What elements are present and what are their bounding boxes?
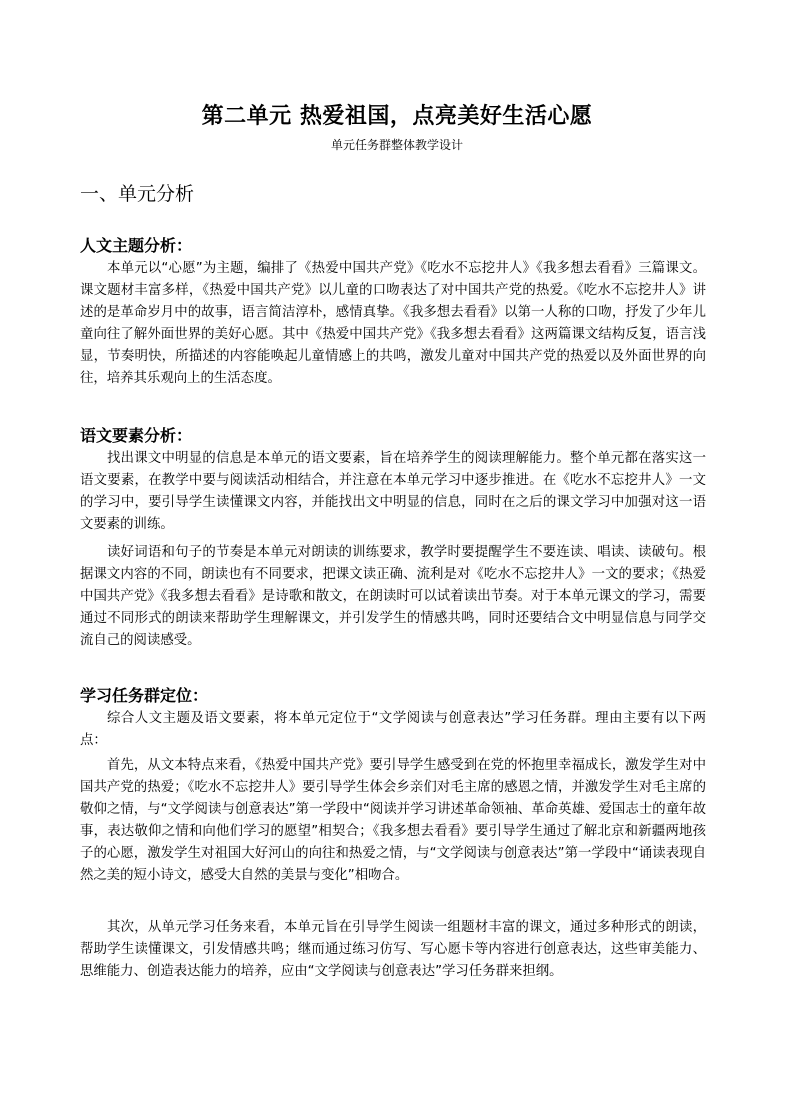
task-group-heading: 学习任务群定位： — [80, 686, 209, 705]
language-paragraph-1: 找出课文中明显的信息是本单元的语文要素，旨在培养学生的阅读理解能力。整个单元都在落实这一语文要素，在教学中要与阅读活动相结合，并注意在本单元学习中逐步推进。在《吃水不忘挖井人》一文的学习中，要引导学生读懂课文内容，并能找出文中明显的信息，同时在之后的课文学习中加强对这一语文要素的训练。 — [80, 451, 706, 533]
document-subtitle: 单元任务群整体教学设计 — [330, 138, 463, 152]
task-group-paragraph-3: 其次，从单元学习任务来看，本单元旨在引导学生阅读一组题材丰富的课文，通过多种形式的朗读，帮助学生读懂课文，引发情感共鸣；继而通过练习仿写、写心愿卡等内容进行创意表达，这些审美能力、思维能力、创造表达能力的培养，应由“文学阅读与创意表达”学习任务群来担纲。 — [80, 920, 706, 980]
task-group-paragraph-1: 综合人文主题及语文要素，将本单元定位于“文学阅读与创意表达”学习任务群。理由主要有以下两点： — [80, 711, 706, 749]
language-paragraph-2: 读好词语和句子的节奏是本单元对朗读的训练要求，教学时要提醒学生不要连读、唱读、读破句。根据课文内容的不同，朗读也有不同要求，把课文读正确、流利是对《吃水不忘挖井人》一文的要求；《热爱中国共产党》《我多想去看看》是诗歌和散文，在朗读时可以试着读出节奏。对于本单元课文的学习，需要通过不同形式的朗读来帮助学生理解课文，并引发学生的情感共鸣，同时还要结合文中明显信息与同学交流自己的阅读感受。 — [80, 545, 706, 649]
humanities-paragraph: 本单元以“心愿”为主题，编排了《热爱中国共产党》《吃水不忘挖井人》《我多想去看看》三篇课文。课文题材丰富多样，《热爱中国共产党》以儿童的口吻表达了对中国共产党的热爱。《吃水不忘挖井人》讲述的是革命岁月中的故事，语言简洁淳朴，感情真挚。《我多想去看看》以第一人称的口吻，抒发了少年儿童向往了解外面世界的美好心愿。其中《热爱中国共产党》《我多想去看看》这两篇课文结构反复，语言浅显，节奏明快，所描述的内容能唤起儿童情感上的共鸣，激发儿童对中国共产党的热爱以及外面世界的向往，培养其乐观向上的生活态度。 — [80, 261, 706, 387]
task-group-paragraph-2: 首先，从文本特点来看，《热爱中国共产党》要引导学生感受到在党的怀抱里幸福成长，激发学生对中国共产党的热爱；《吃水不忘挖井人》要引导学生体会乡亲们对毛主席的感恩之情，并激发学生对毛主席的敬仰之情，与“文学阅读与创意表达”第一学段中“阅读并学习讲述革命领袖、革命英雄、爱国志士的童年故事，表达敬仰之情和向他们学习的愿望”相契合；《我多想去看看》要引导学生通过了解北京和新疆两地孩子的心愿，激发学生对祖国大好河山的向往和热爱之情，与“文学阅读与创意表达”第一学段中“诵读表现自然之美的短小诗文，感受大自然的美景与变化”相吻合。 — [80, 758, 706, 884]
document-title: 第二单元 热爱祖国，点亮美好生活心愿 — [201, 104, 593, 129]
humanities-heading: 人文主题分析： — [80, 236, 193, 255]
section-heading: 一、单元分析 — [80, 183, 195, 205]
language-heading: 语文要素分析： — [80, 426, 193, 445]
